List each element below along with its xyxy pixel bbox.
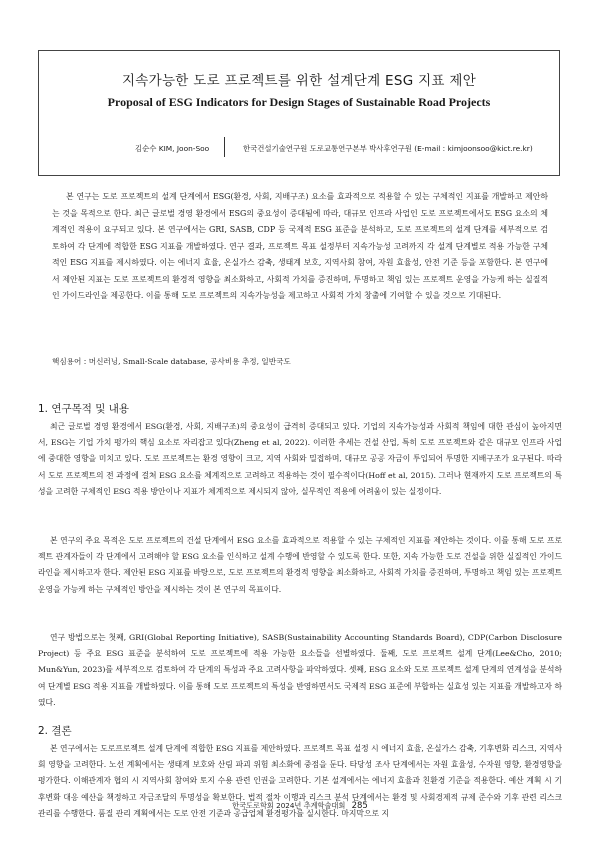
footer-conference: 한국도로학회 2024년 추계학술대회 <box>232 801 346 810</box>
keywords-line <box>52 355 548 369</box>
title-korean: 지속가능한 도로 프로젝트를 위한 설계단계 ESG 지표 제안 <box>121 73 477 89</box>
title-english: Proposal of ESG Indicators for Design Stages of Sustainable Road Projects <box>107 95 491 109</box>
page-footer <box>0 801 600 811</box>
keywords-value: 머신러닝, Small-Scale database, 공사비용 추정, 일반국도 <box>88 357 291 366</box>
author-affiliation: 한국건설기술연구원 도로교통연구본부 박사후연구원 (E-mail : kimjoonsoo@kict.re.kr) <box>243 144 533 153</box>
section-2-paragraph-1: 본 연구에서는 도로프로젝트 설계 단계에 적합한 ESG 지표를 제안하였다. 프로젝트 목표 설정 시 에너지 효율, 온실가스 감축, 기후변화 리스크, 지역사회 영향을 고려한다. 노선 계획에서는 생태계 보호와 산림 파괴 위험 최소화에 중점을 둔다. 타당성 조사 단계에서는 자원 효율성, 수자원 영향, 환경영향을 평가한다. 이해관계자 협의 시 지역사회 참여와 토지 수용 관련 인권을 고려한다. 기본 설계에서는 에너지 효율과 친환경 기준을 적용한다. 예산 계획 시 기후변화 대응 예산을 책정하고 자금조달의 투명성을 확보한다. 법적 절차 이행과 리스크 분석 단계에서는 환경 및 사회경제적 규제 준수와 기후 관련 리스크 관리를 수행한다. 품질 관리 계획에서는 도로 안전 기준과 공급업체 환경평가를 실시한다. 마지막으로 지 <box>38 744 562 818</box>
author-divider <box>224 137 225 157</box>
section-1-heading: 1. 연구목적 및 내용 <box>38 403 130 415</box>
section-1-paragraph-2: 본 연구의 주요 목적은 도로 프로젝트의 건설 단계에서 ESG 요소를 효과적으로 적용할 수 있는 구체적인 지표를 제안하는 것이다. 이를 통해 도로 프로젝트 관계자들이 각 단계에서 고려해야 할 ESG 요소를 인식하고 설계 수행에 반영할 수 있도록 한다. 또한, 지속 가능한 도로 건설을 위한 실질적인 가이드라인을 제시하고자 한다. 제안된 ESG 지표를 바탕으로, 도로 프로젝트의 환경적 영향을 최소화하고, 사회적 가치를 증진하며, 투명하고 책임 있는 프로젝트 운영을 가능케 하는 구체적인 방안을 제시하는 것이 본 연구의 목표이다. <box>38 536 562 594</box>
keywords-label: 핵심용어 : <box>52 357 87 366</box>
author-name: 김순수 KIM, Joon-Soo <box>135 144 210 153</box>
section-1-paragraph-3: 연구 방법으로는 첫째, GRI(Global Reporting Initiative), SASB(Sustainability Accounting Standards Board), CDP(Carbon Disclosure Project) 등 주요 ESG 표준을 분석하여 도로 프로젝트에 적용 가능한 요소들을 선별하였다. 둘째, 도로 프로젝트 설계 단계(Lee&Cho, 2010; Mun&Yun, 2023)를 세부적으로 검토하여 각 단계의 특성과 주요 고려사항을 파악하였다. 셋째, ESG 요소와 도로 프로젝트 설계 단계의 연계성을 분석하여 단계별 ESG 적용 지표를 개발하였다. 이를 통해 도로 프로젝트의 특성을 반영하면서도 국제적 ESG 표준에 부합하는 실효성 있는 지표를 개발하고자 하였다. <box>38 633 562 707</box>
title-box <box>38 50 560 176</box>
section-1-paragraph-1: 최근 글로벌 경영 환경에서 ESG(환경, 사회, 지배구조)의 중요성이 급격히 증대되고 있다. 기업의 지속가능성과 사회적 책임에 대한 관심이 높아지면서, ESG는 기업 가치 평가의 핵심 요소로 자리잡고 있다(Zheng et al, 2022). 이러한 추세는 건설 산업, 특히 도로 프로젝트와 같은 대규모 인프라 사업에 중대한 영향을 미치고 있다. 도로 프로젝트는 환경 영향이 크고, 지역 사회와 밀접하며, 대규모 공공 자금이 투입되어 투명한 지배구조가 요구된다. 따라서 도로 프로젝트의 전 과정에 걸쳐 ESG 요소를 체계적으로 고려하고 적용하는 것이 필수적이다(Hoff et al, 2015). 그러나 현재까지 도로 프로젝트의 특성을 고려한 구체적인 ESG 적용 방안이나 지표가 체계적으로 제시되지 않아, 실무적인 적용에 어려움이 있는 실정이다. <box>38 422 562 496</box>
abstract: 본 연구는 도로 프로젝트의 설계 단계에서 ESG(환경, 사회, 지배구조) 요소를 효과적으로 적용할 수 있는 구체적인 지표를 개발하고 제안하는 것을 목적으로 한다. 최근 글로벌 경영 환경에서 ESG의 중요성이 증대됨에 따라, 대규모 인프라 사업인 도로 프로젝트에서도 ESG 요소의 체계적인 적용이 요구되고 있다. 본 연구에서는 GRI, SASB, CDP 등 국제적 ESG 표준을 분석하고, 도로 프로젝트의 설계 단계를 세부적으로 검토하여 각 단계에 적합한 ESG 지표를 개발하였다. 연구 결과, 프로젝트 목표 설정부터 지속가능성 고려까지 각 설계 단계별로 적용 가능한 구체적인 ESG 지표를 제시하였다. 이는 에너지 효율, 온실가스 감축, 생태계 보호, 지역사회 참여, 자원 효율성, 안전 기준 등을 포함한다. 본 연구에서 제안된 지표는 도로 프로젝트의 환경적 영향을 최소화하고, 사회적 가치를 증진하며, 투명하고 책임 있는 프로젝트 운영을 가능케 하는 실질적인 가이드라인을 제공한다. 이를 통해 도로 프로젝트의 지속가능성을 제고하고 사회적 가치 창출에 기여할 수 있을 것으로 기대된다. <box>52 192 548 301</box>
page-number: 285 <box>351 801 368 811</box>
section-2-heading: 2. 결론 <box>38 725 72 737</box>
